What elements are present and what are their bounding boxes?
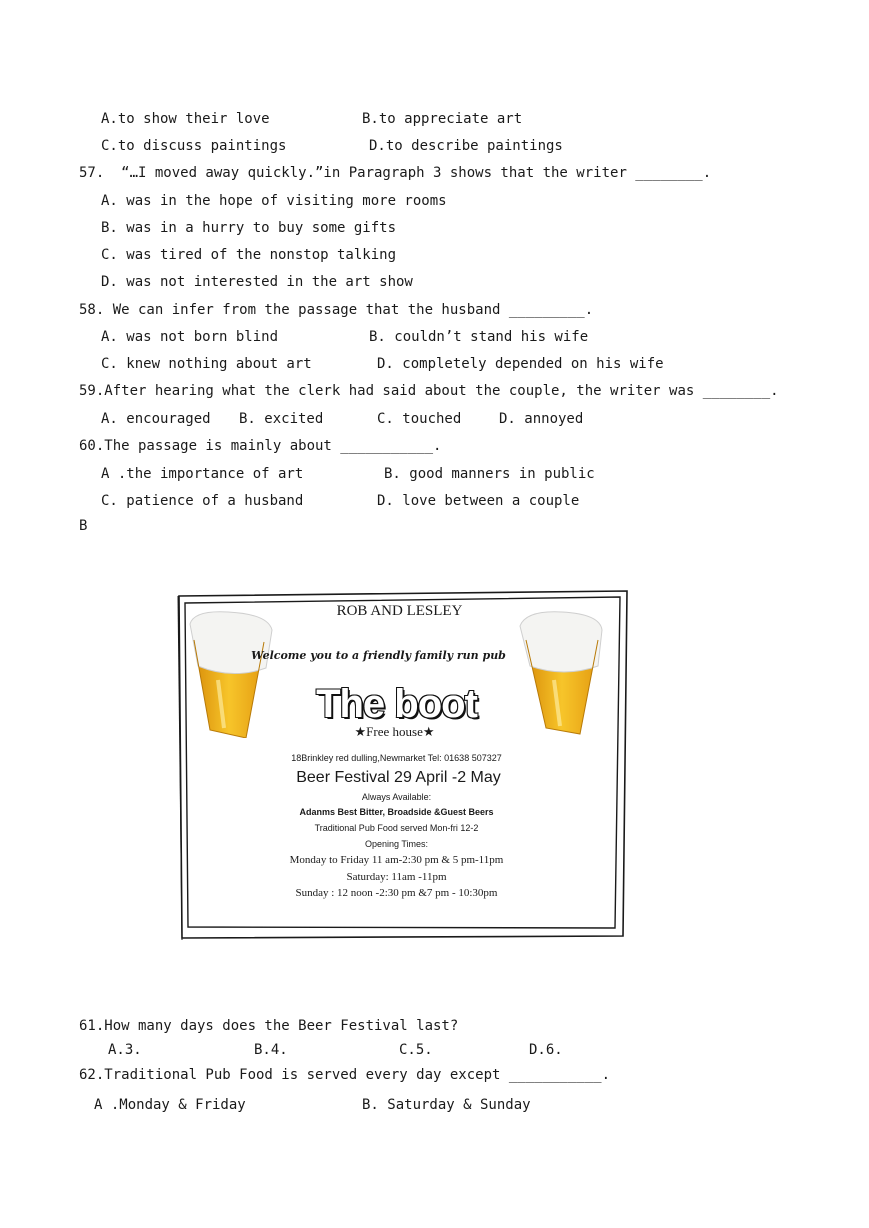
question-58-option-d: D. completely depended on his wife — [377, 356, 664, 372]
poster-beers: Adanms Best Bitter, Broadside &Guest Beers — [299, 807, 494, 817]
poster-free-house: ★Free house★ — [354, 724, 435, 739]
pub-poster — [176, 588, 629, 946]
poster-sunday-hours: Sunday : 12 noon -2:30 pm &7 pm - 10:30pm — [295, 887, 498, 899]
question-58-option-a: A. was not born blind — [101, 329, 279, 345]
question-59-option-d: D. annoyed — [499, 411, 584, 427]
question-62-option-b: B. Saturday & Sunday — [362, 1097, 531, 1113]
question-57-stem: 57. “…I moved away quickly.”in Paragraph 3 shows that the writer ________. — [79, 165, 712, 181]
question-61-stem: 61.How many days does the Beer Festival last? — [79, 1018, 459, 1034]
poster-owners: ROB AND LESLEY — [336, 603, 463, 619]
question-60-option-d: D. love between a couple — [377, 493, 580, 509]
pub-name-logo: The boot — [316, 682, 477, 726]
poster-saturday-hours: Saturday: 11am -11pm — [346, 871, 447, 883]
question-59-option-c: C. touched — [377, 411, 462, 427]
question-60-option-b: B. good manners in public — [384, 466, 595, 482]
question-59-option-b: B. excited — [239, 411, 324, 427]
poster-address: 18Brinkley red dulling,Newmarket Tel: 01638 507327 — [291, 753, 502, 763]
question-58-option-b: B. couldn’t stand his wife — [369, 329, 589, 345]
question-61-option-d: D.6. — [529, 1042, 563, 1058]
question-62-option-a: A .Monday & Friday — [94, 1097, 246, 1113]
option-b: B.to appreciate art — [362, 111, 523, 127]
section-label: B — [79, 518, 88, 534]
question-60-stem: 60.The passage is mainly about ___________. — [79, 438, 442, 454]
question-59-option-a: A. encouraged — [101, 411, 211, 427]
question-57-option-d: D. was not interested in the art show — [101, 274, 413, 290]
question-60-option-c: C. patience of a husband — [101, 493, 304, 509]
poster-opening-label: Opening Times: — [364, 839, 429, 849]
poster-festival: Beer Festival 29 April -2 May — [296, 769, 501, 786]
question-59-stem: 59.After hearing what the clerk had said about the couple, the writer was ________. — [79, 383, 779, 399]
question-61-option-c: C.5. — [399, 1042, 433, 1058]
question-57-option-c: C. was tired of the nonstop talking — [101, 247, 397, 263]
question-58-stem: 58. We can infer from the passage that the husband _________. — [79, 302, 594, 318]
question-57-option-a: A. was in the hope of visiting more rooms — [101, 193, 447, 209]
question-62-stem: 62.Traditional Pub Food is served every day except ___________. — [79, 1067, 611, 1083]
question-61-option-b: B.4. — [254, 1042, 288, 1058]
poster-always-available: Always Available: — [361, 792, 432, 802]
option-a: A.to show their love — [101, 111, 270, 127]
question-60-option-a: A .the importance of art — [101, 466, 304, 482]
option-d: D.to describe paintings — [369, 138, 563, 154]
poster-welcome: Welcome you to a friendly family run pub — [251, 649, 506, 662]
question-61-option-a: A.3. — [108, 1042, 142, 1058]
question-57-option-b: B. was in a hurry to buy some gifts — [101, 220, 397, 236]
poster-food: Traditional Pub Food served Mon-fri 12-2 — [314, 823, 479, 833]
option-c: C.to discuss paintings — [101, 138, 287, 154]
question-58-option-c: C. knew nothing about art — [101, 356, 312, 372]
poster-weekday-hours: Monday to Friday 11 am-2:30 pm & 5 pm-11pm — [289, 854, 504, 866]
